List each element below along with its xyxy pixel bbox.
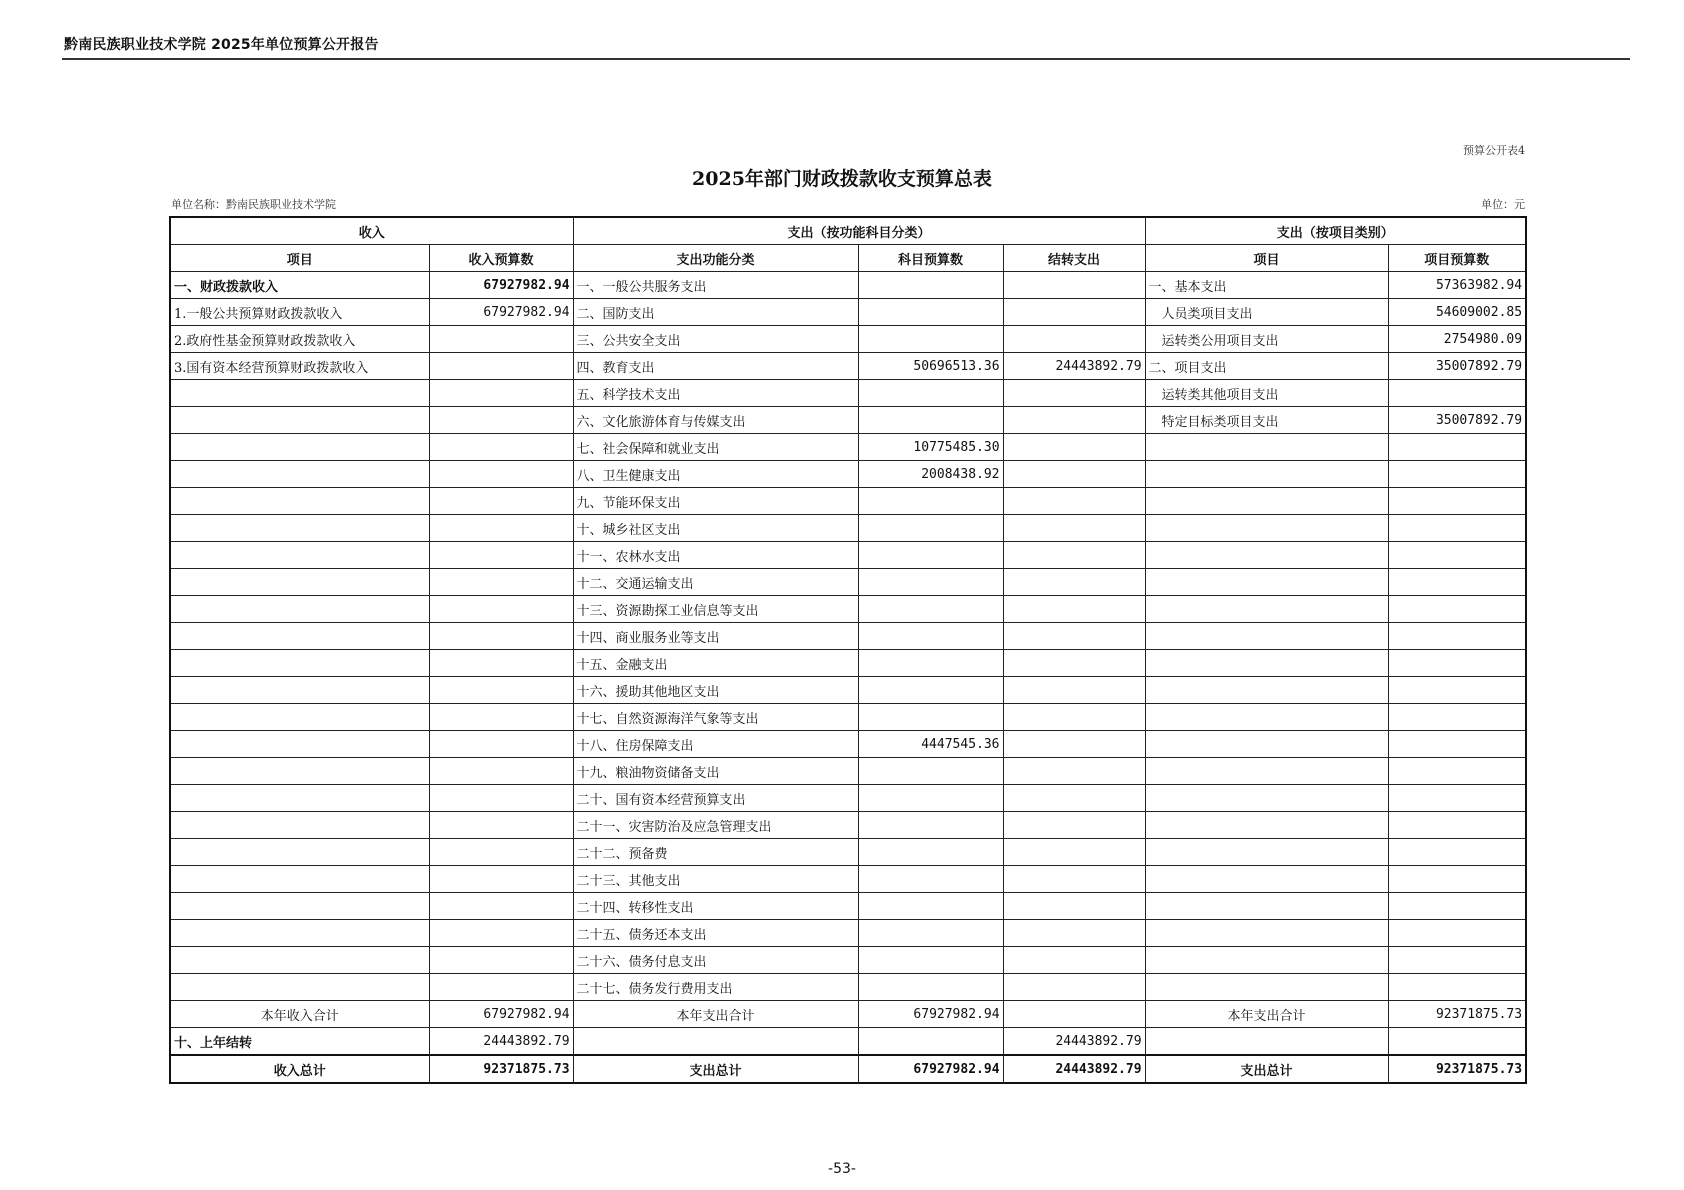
income-budget-cell <box>429 704 573 731</box>
func-class-cell: 十七、自然资源海洋气象等支出 <box>573 704 858 731</box>
carryover-exp-cell <box>1003 326 1145 353</box>
proj-item-cell <box>1145 947 1388 974</box>
func-class-cell: 八、卫生健康支出 <box>573 461 858 488</box>
income-budget-cell <box>429 812 573 839</box>
subject-budget-cell <box>858 623 1003 650</box>
proj-budget-cell <box>1388 650 1526 677</box>
table-row <box>170 353 1526 380</box>
func-class-cell: 二、国防支出 <box>573 299 858 326</box>
proj-budget-cell <box>1388 380 1526 407</box>
proj-item-cell <box>1145 596 1388 623</box>
income-group-header: 收入 <box>170 217 573 245</box>
carryover-exp-cell <box>1003 434 1145 461</box>
table-row <box>170 839 1526 866</box>
income-item-cell <box>170 407 429 434</box>
proj-item-cell: 运转类公用项目支出 <box>1145 326 1388 353</box>
table-row <box>170 731 1526 758</box>
carryover-exp-cell <box>1003 974 1145 1001</box>
income-item-cell <box>170 920 429 947</box>
func-class-cell: 九、节能环保支出 <box>573 488 858 515</box>
proj-budget-cell <box>1388 812 1526 839</box>
table-row <box>170 596 1526 623</box>
income-budget-cell <box>429 974 573 1001</box>
report-header: 黔南民族职业技术学院 2025年单位预算公开报告 <box>64 37 379 53</box>
column-header-row <box>170 245 1526 272</box>
income-item-cell <box>170 839 429 866</box>
proj-item-cell <box>1145 812 1388 839</box>
proj-item-cell: 运转类其他项目支出 <box>1145 380 1388 407</box>
subject-budget-cell <box>858 704 1003 731</box>
proj-budget-cell: 2754980.09 <box>1388 326 1526 353</box>
income-item-cell <box>170 650 429 677</box>
budget-table <box>169 216 1527 1084</box>
income-item-cell <box>170 866 429 893</box>
income-item-cell <box>170 569 429 596</box>
table-row <box>170 380 1526 407</box>
proj-budget-cell <box>1388 1028 1526 1056</box>
carryover-exp-cell <box>1003 839 1145 866</box>
func-class-cell: 本年支出合计 <box>573 1001 858 1028</box>
proj-item-cell <box>1145 461 1388 488</box>
carryover-exp-cell <box>1003 461 1145 488</box>
func-class-cell: 七、社会保障和就业支出 <box>573 434 858 461</box>
func-class-cell: 二十五、债务还本支出 <box>573 920 858 947</box>
table-row <box>170 785 1526 812</box>
subject-budget-cell <box>858 893 1003 920</box>
proj-budget-cell <box>1388 839 1526 866</box>
income-budget-cell <box>429 650 573 677</box>
proj-budget-cell <box>1388 677 1526 704</box>
subject-budget-cell <box>858 596 1003 623</box>
income-budget-cell <box>429 380 573 407</box>
func-class-cell: 十六、援助其他地区支出 <box>573 677 858 704</box>
carryover-exp-cell <box>1003 650 1145 677</box>
subject-budget-cell <box>858 1028 1003 1056</box>
subject-budget-cell: 10775485.30 <box>858 434 1003 461</box>
income-item-cell: 3.国有资本经营预算财政拨款收入 <box>170 353 429 380</box>
income-item-cell: 2.政府性基金预算财政拨款收入 <box>170 326 429 353</box>
carryover-exp-cell <box>1003 1001 1145 1028</box>
subject-budget-cell <box>858 569 1003 596</box>
income-item-cell: 1.一般公共预算财政拨款收入 <box>170 299 429 326</box>
carryover-exp-cell <box>1003 785 1145 812</box>
carryover-exp-cell <box>1003 272 1145 299</box>
proj-budget-cell <box>1388 461 1526 488</box>
subject-budget-cell <box>858 407 1003 434</box>
func-class-cell: 二十二、预备费 <box>573 839 858 866</box>
income-item-cell: 收入总计 <box>170 1055 429 1083</box>
func-class-cell: 六、文化旅游体育与传媒支出 <box>573 407 858 434</box>
proj-item-cell <box>1145 974 1388 1001</box>
income-budget-cell <box>429 677 573 704</box>
proj-item-cell <box>1145 731 1388 758</box>
income-item-cell: 一、财政拨款收入 <box>170 272 429 299</box>
proj-item-cell: 支出总计 <box>1145 1055 1388 1083</box>
carryover-exp-cell: 24443892.79 <box>1003 353 1145 380</box>
income-item-cell <box>170 623 429 650</box>
table-row <box>170 569 1526 596</box>
carryover-exp-cell <box>1003 488 1145 515</box>
income-budget-cell <box>429 353 573 380</box>
proj-budget-cell <box>1388 596 1526 623</box>
func-class-cell: 二十七、债务发行费用支出 <box>573 974 858 1001</box>
table-row <box>170 758 1526 785</box>
func-class-cell: 十三、资源勘探工业信息等支出 <box>573 596 858 623</box>
table-row <box>170 299 1526 326</box>
income-budget-cell <box>429 326 573 353</box>
income-budget-cell <box>429 839 573 866</box>
proj-budget-cell <box>1388 569 1526 596</box>
carryover-exp-cell <box>1003 380 1145 407</box>
income-budget-cell <box>429 461 573 488</box>
unit-name: 单位名称：黔南民族职业技术学院 <box>171 198 336 211</box>
table-row <box>170 407 1526 434</box>
func-class-cell: 五、科学技术支出 <box>573 380 858 407</box>
subject-budget-cell <box>858 650 1003 677</box>
func-class-cell: 十八、住房保障支出 <box>573 731 858 758</box>
proj-budget-cell: 57363982.94 <box>1388 272 1526 299</box>
subject-budget-cell <box>858 947 1003 974</box>
carryover-exp-cell <box>1003 731 1145 758</box>
carryover-exp-cell <box>1003 866 1145 893</box>
proj-item-cell: 二、项目支出 <box>1145 353 1388 380</box>
carryover-exp-cell <box>1003 677 1145 704</box>
proj-item-cell <box>1145 650 1388 677</box>
proj-item-cell <box>1145 434 1388 461</box>
proj-item-cell <box>1145 704 1388 731</box>
subject-budget-cell: 50696513.36 <box>858 353 1003 380</box>
subject-budget-cell <box>858 542 1003 569</box>
func-class-cell: 十五、金融支出 <box>573 650 858 677</box>
subject-budget-cell <box>858 677 1003 704</box>
income-item-cell <box>170 947 429 974</box>
func-class-cell: 十、城乡社区支出 <box>573 515 858 542</box>
proj-item-cell <box>1145 920 1388 947</box>
proj-budget-cell: 92371875.73 <box>1388 1001 1526 1028</box>
col-header-subject-budget: 科目预算数 <box>858 245 1003 272</box>
table-row <box>170 650 1526 677</box>
carryover-exp-cell <box>1003 299 1145 326</box>
col-header-func-class: 支出功能分类 <box>573 245 858 272</box>
table-row <box>170 704 1526 731</box>
carryover-exp-cell <box>1003 812 1145 839</box>
subject-budget-cell <box>858 866 1003 893</box>
income-item-cell <box>170 731 429 758</box>
income-budget-cell <box>429 407 573 434</box>
annual-total-row <box>170 1001 1526 1028</box>
proj-budget-cell <box>1388 785 1526 812</box>
proj-budget-cell <box>1388 974 1526 1001</box>
subject-budget-cell <box>858 380 1003 407</box>
proj-item-cell: 特定目标类项目支出 <box>1145 407 1388 434</box>
proj-budget-cell: 54609002.85 <box>1388 299 1526 326</box>
table-row <box>170 893 1526 920</box>
table-row <box>170 812 1526 839</box>
func-class-cell: 支出总计 <box>573 1055 858 1083</box>
income-budget-cell: 67927982.94 <box>429 299 573 326</box>
carryover-exp-cell: 24443892.79 <box>1003 1055 1145 1083</box>
func-class-cell: 十二、交通运输支出 <box>573 569 858 596</box>
carryover-exp-cell <box>1003 893 1145 920</box>
proj-item-cell <box>1145 542 1388 569</box>
subject-budget-cell: 2008438.92 <box>858 461 1003 488</box>
income-budget-cell <box>429 866 573 893</box>
income-budget-cell <box>429 623 573 650</box>
income-budget-cell: 67927982.94 <box>429 272 573 299</box>
carryover-exp-cell <box>1003 569 1145 596</box>
func-class-cell: 四、教育支出 <box>573 353 858 380</box>
carryover-exp-cell <box>1003 542 1145 569</box>
carryover-exp-cell <box>1003 596 1145 623</box>
proj-budget-cell <box>1388 623 1526 650</box>
income-budget-cell <box>429 731 573 758</box>
proj-exp-group-header: 支出（按项目类别） <box>1145 217 1526 245</box>
col-header-proj-item: 项目 <box>1145 245 1388 272</box>
grand-total-row <box>170 1055 1526 1083</box>
income-item-cell: 本年收入合计 <box>170 1001 429 1028</box>
table-row <box>170 488 1526 515</box>
col-header-proj-budget: 项目预算数 <box>1388 245 1526 272</box>
func-class-cell: 二十一、灾害防治及应急管理支出 <box>573 812 858 839</box>
income-budget-cell <box>429 434 573 461</box>
func-class-cell: 十一、农林水支出 <box>573 542 858 569</box>
proj-item-cell <box>1145 839 1388 866</box>
income-budget-cell <box>429 785 573 812</box>
carryover-row <box>170 1028 1526 1056</box>
proj-item-cell <box>1145 893 1388 920</box>
carryover-exp-cell <box>1003 515 1145 542</box>
subject-budget-cell <box>858 974 1003 1001</box>
income-budget-cell <box>429 569 573 596</box>
table-row <box>170 434 1526 461</box>
proj-budget-cell <box>1388 947 1526 974</box>
carryover-exp-cell: 24443892.79 <box>1003 1028 1145 1056</box>
subject-budget-cell <box>858 326 1003 353</box>
subject-budget-cell <box>858 272 1003 299</box>
income-budget-cell: 67927982.94 <box>429 1001 573 1028</box>
subject-budget-cell <box>858 839 1003 866</box>
proj-budget-cell <box>1388 434 1526 461</box>
proj-budget-cell <box>1388 542 1526 569</box>
table-row <box>170 920 1526 947</box>
income-item-cell: 十、上年结转 <box>170 1028 429 1056</box>
currency-unit: 单位：元 <box>1481 198 1525 211</box>
subject-budget-cell <box>858 299 1003 326</box>
table-row <box>170 461 1526 488</box>
subject-budget-cell <box>858 920 1003 947</box>
income-item-cell <box>170 380 429 407</box>
income-item-cell <box>170 461 429 488</box>
subject-budget-cell: 67927982.94 <box>858 1055 1003 1083</box>
carryover-exp-cell <box>1003 623 1145 650</box>
proj-item-cell: 人员类项目支出 <box>1145 299 1388 326</box>
table-row <box>170 515 1526 542</box>
income-budget-cell <box>429 947 573 974</box>
income-item-cell <box>170 488 429 515</box>
col-header-income-budget: 收入预算数 <box>429 245 573 272</box>
proj-item-cell <box>1145 488 1388 515</box>
proj-budget-cell <box>1388 866 1526 893</box>
income-budget-cell <box>429 758 573 785</box>
income-item-cell <box>170 758 429 785</box>
col-header-item: 项目 <box>170 245 429 272</box>
carryover-exp-cell <box>1003 920 1145 947</box>
proj-budget-cell: 35007892.79 <box>1388 353 1526 380</box>
income-budget-cell <box>429 488 573 515</box>
table-row <box>170 272 1526 299</box>
proj-budget-cell: 35007892.79 <box>1388 407 1526 434</box>
func-class-cell: 二十六、债务付息支出 <box>573 947 858 974</box>
proj-item-cell: 本年支出合计 <box>1145 1001 1388 1028</box>
func-class-cell: 二十、国有资本经营预算支出 <box>573 785 858 812</box>
proj-budget-cell <box>1388 920 1526 947</box>
income-item-cell <box>170 974 429 1001</box>
table-row <box>170 623 1526 650</box>
income-budget-cell <box>429 542 573 569</box>
proj-budget-cell <box>1388 515 1526 542</box>
income-item-cell <box>170 785 429 812</box>
func-class-cell <box>573 1028 858 1056</box>
carryover-exp-cell <box>1003 758 1145 785</box>
income-budget-cell <box>429 596 573 623</box>
subject-budget-cell: 4447545.36 <box>858 731 1003 758</box>
subject-budget-cell <box>858 515 1003 542</box>
proj-item-cell <box>1145 677 1388 704</box>
income-item-cell <box>170 677 429 704</box>
proj-budget-cell <box>1388 704 1526 731</box>
subject-budget-cell <box>858 758 1003 785</box>
subject-budget-cell <box>858 488 1003 515</box>
proj-item-cell: 一、基本支出 <box>1145 272 1388 299</box>
func-class-cell: 十九、粮油物资储备支出 <box>573 758 858 785</box>
carryover-exp-cell <box>1003 407 1145 434</box>
proj-item-cell <box>1145 758 1388 785</box>
page-number: -53- <box>828 1161 856 1177</box>
func-class-cell: 二十三、其他支出 <box>573 866 858 893</box>
func-class-cell: 一、一般公共服务支出 <box>573 272 858 299</box>
income-budget-cell: 92371875.73 <box>429 1055 573 1083</box>
subject-budget-cell <box>858 785 1003 812</box>
table-row <box>170 974 1526 1001</box>
proj-item-cell <box>1145 515 1388 542</box>
func-exp-group-header: 支出（按功能科目分类） <box>573 217 1145 245</box>
proj-budget-cell <box>1388 731 1526 758</box>
func-class-cell: 十四、商业服务业等支出 <box>573 623 858 650</box>
income-item-cell <box>170 434 429 461</box>
proj-budget-cell <box>1388 488 1526 515</box>
table-title: 2025年部门财政拨款收支预算总表 <box>692 168 992 190</box>
form-number: 预算公开表4 <box>1463 144 1525 157</box>
func-class-cell: 二十四、转移性支出 <box>573 893 858 920</box>
proj-budget-cell: 92371875.73 <box>1388 1055 1526 1083</box>
table-row <box>170 542 1526 569</box>
income-budget-cell <box>429 920 573 947</box>
proj-budget-cell <box>1388 893 1526 920</box>
table-row <box>170 677 1526 704</box>
header-divider <box>62 58 1630 60</box>
income-item-cell <box>170 893 429 920</box>
income-budget-cell <box>429 515 573 542</box>
carryover-exp-cell <box>1003 947 1145 974</box>
proj-item-cell <box>1145 785 1388 812</box>
income-budget-cell <box>429 893 573 920</box>
income-item-cell <box>170 596 429 623</box>
income-budget-cell: 24443892.79 <box>429 1028 573 1056</box>
table-row <box>170 326 1526 353</box>
proj-item-cell <box>1145 866 1388 893</box>
income-item-cell <box>170 704 429 731</box>
col-header-carryover-exp: 结转支出 <box>1003 245 1145 272</box>
income-item-cell <box>170 515 429 542</box>
func-class-cell: 三、公共安全支出 <box>573 326 858 353</box>
proj-item-cell <box>1145 623 1388 650</box>
table-row <box>170 866 1526 893</box>
table-row <box>170 947 1526 974</box>
group-header-row <box>170 217 1526 245</box>
subject-budget-cell: 67927982.94 <box>858 1001 1003 1028</box>
income-item-cell <box>170 542 429 569</box>
proj-item-cell <box>1145 1028 1388 1056</box>
proj-item-cell <box>1145 569 1388 596</box>
proj-budget-cell <box>1388 758 1526 785</box>
income-item-cell <box>170 812 429 839</box>
carryover-exp-cell <box>1003 704 1145 731</box>
subject-budget-cell <box>858 812 1003 839</box>
